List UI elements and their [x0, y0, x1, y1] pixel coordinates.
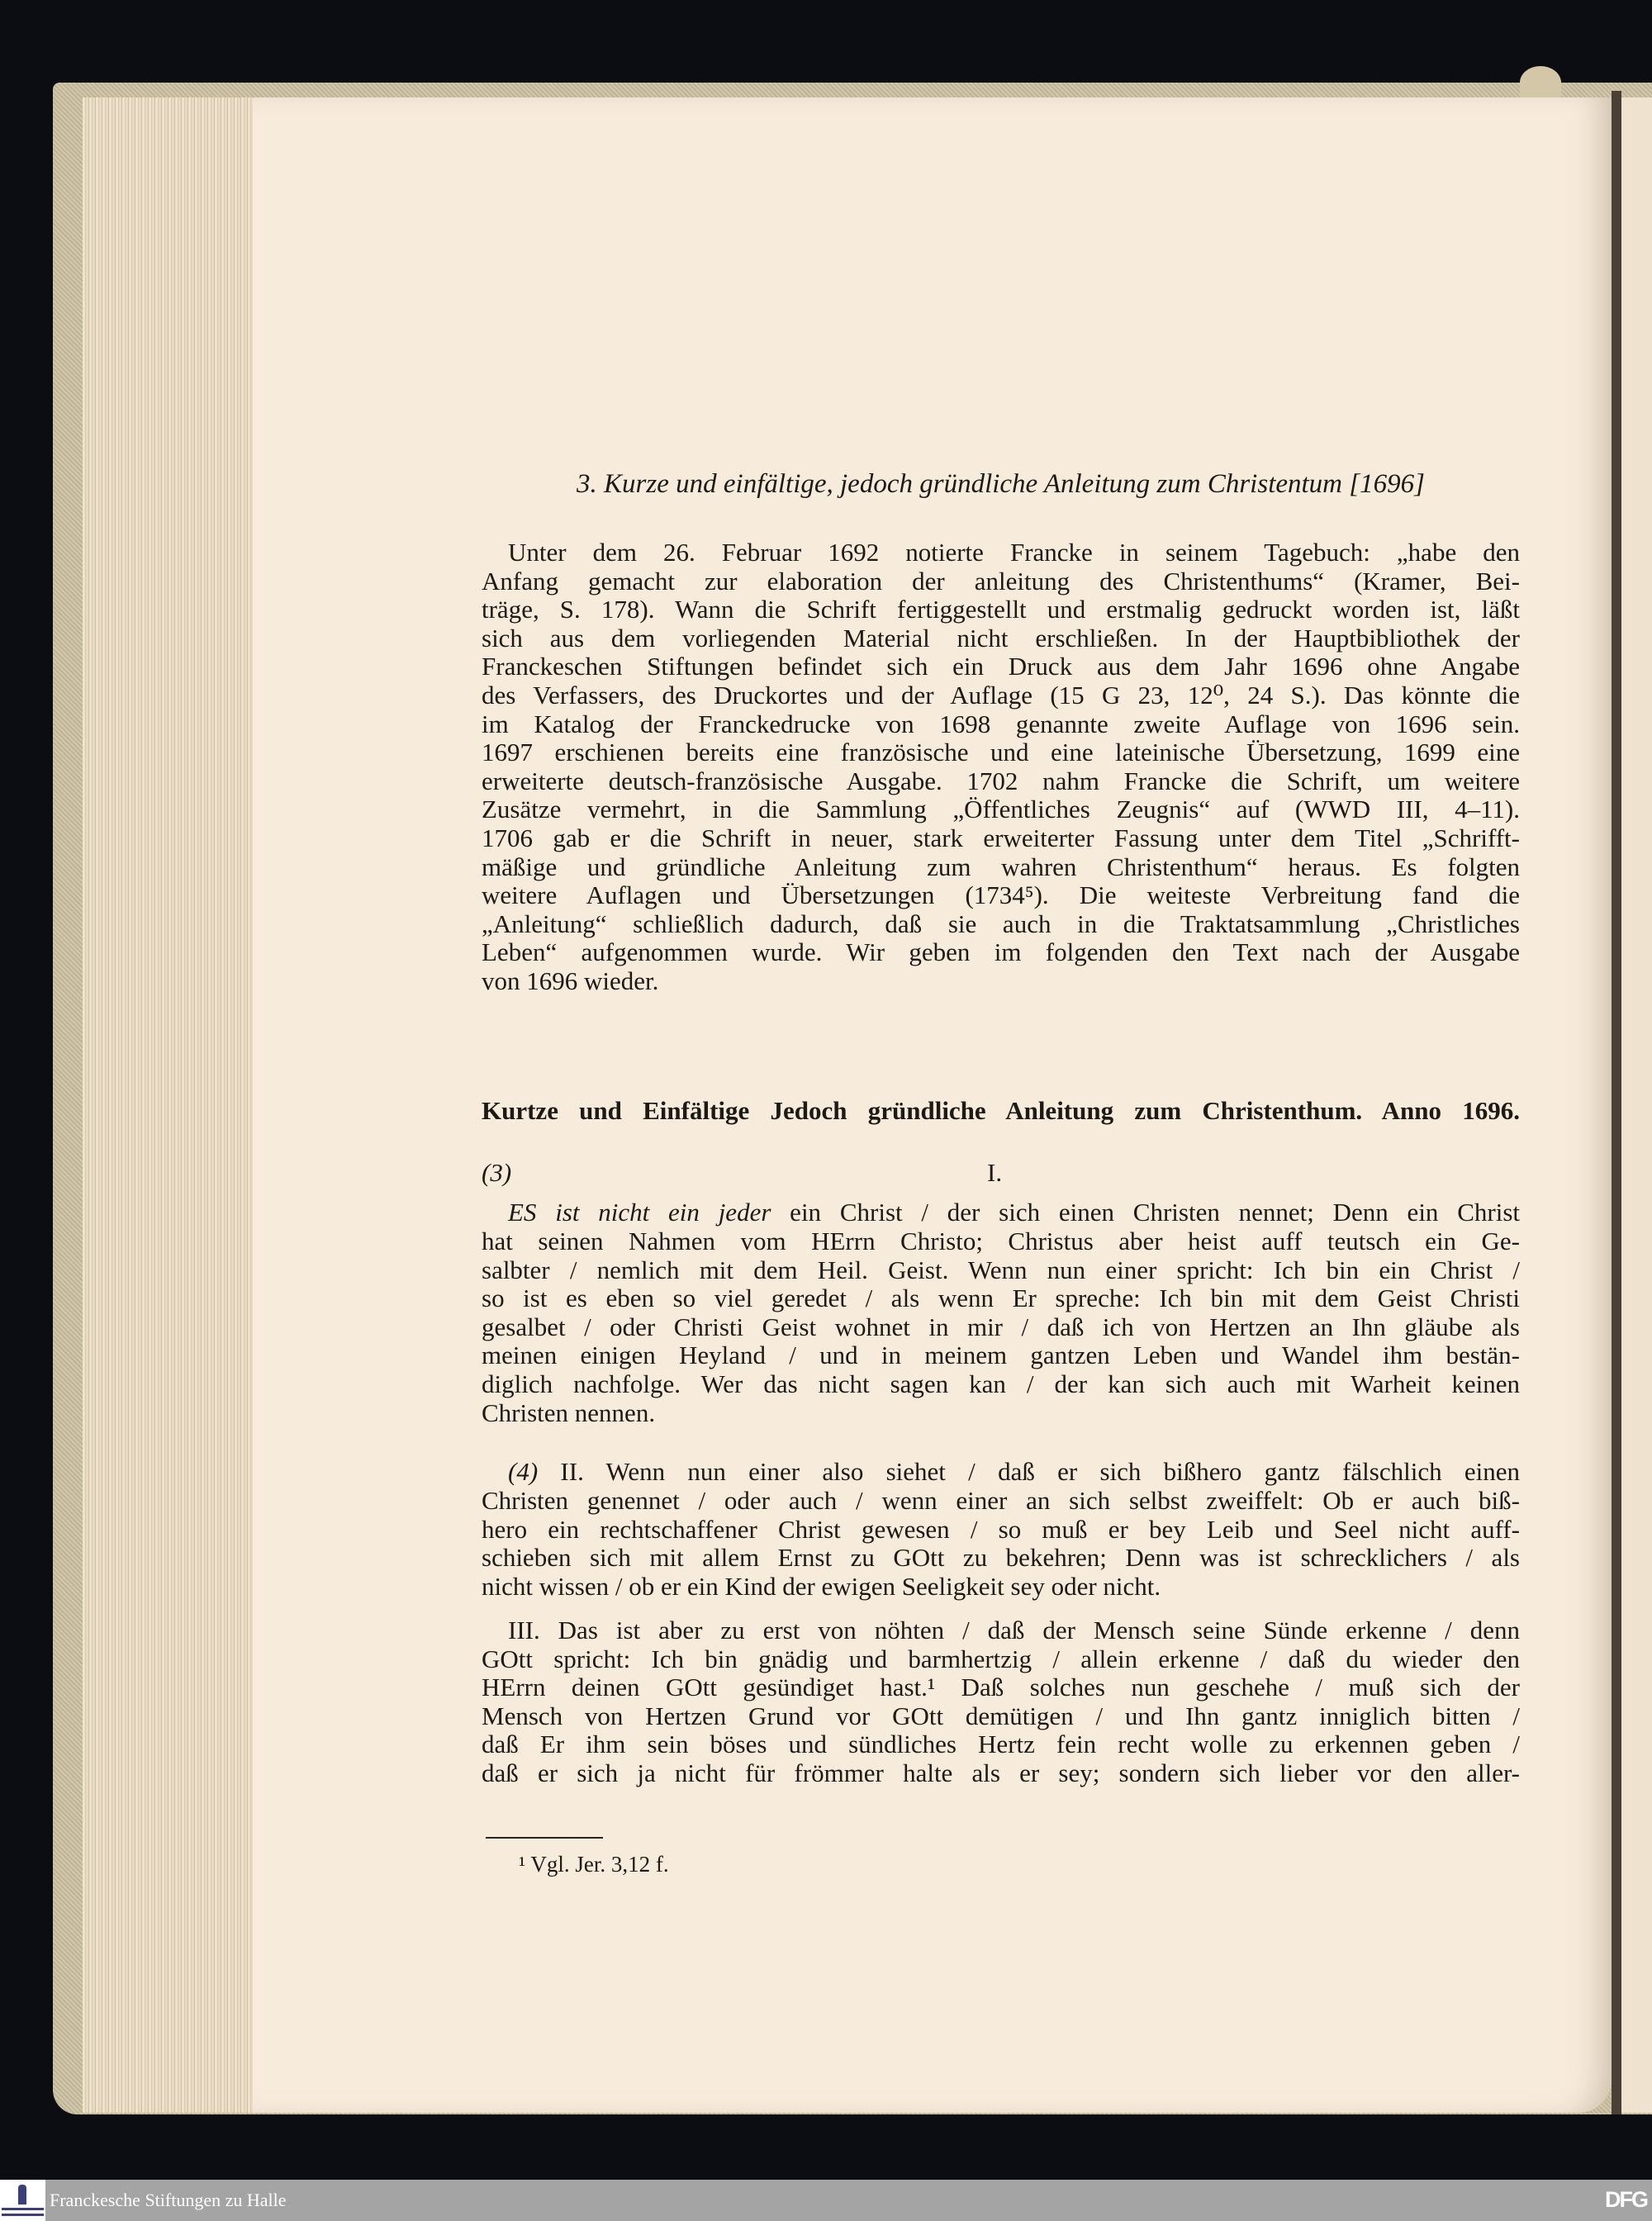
paragraph-line: von 1696 wieder. [482, 966, 659, 995]
book-gutter [1612, 91, 1621, 2114]
paragraph-line: so ist es eben so viel geredet / als wenn Er spreche: Ich bin mit dem Geist Christi [482, 1284, 1520, 1313]
paragraph-line: träge, S. 178). Wann die Schrift fertiggestellt und erstmalig gedruckt worden ist, läßt [482, 595, 1520, 624]
line-text: II. Wenn nun einer also siehet / daß er sich bißhero gantz fälschlich einen [538, 1457, 1520, 1486]
margin-page-number: (4) [508, 1457, 539, 1486]
paragraph-line: hero ein rechtschaffener Christ gewesen / so muß er bey Leib und Seel nicht auff- [482, 1514, 1520, 1544]
paragraph-line: 1706 gab er die Schrift in neuer, stark erweiterter Fassung unter dem Titel „Schrifft- [482, 823, 1520, 852]
paragraph-line: daß Er ihm sein böses und sündliches Hertz fein recht wolle zu erkennen geben / [482, 1730, 1520, 1759]
institution-logo [0, 2180, 45, 2221]
logo-text-mark [2, 2214, 44, 2216]
paragraph-line: erweiterte deutsch-französische Ausgabe. 1702 nahm Francke die Schrift, um weitere [482, 766, 1520, 795]
paragraph-line: 1697 erschienen bereits eine französische und eine lateinische Übersetzung, 1699 eine [482, 738, 1520, 767]
paragraph-line: Christen nennen. [482, 1398, 656, 1427]
paragraph-line: Leben“ aufgenommen wurde. Wir geben im folgenden den Text nach der Ausgabe [482, 937, 1520, 967]
paragraph-line: III. Das ist aber zu erst von nöhten / daß der Mensch seine Sünde erkenne / denn [508, 1616, 1520, 1644]
paragraph-line: gesalbet / oder Christi Geist wohnet in mir / daß ich von Hertzen an Ihn gläube als [482, 1312, 1520, 1341]
institution-name: Franckesche Stiftungen zu Halle [50, 2190, 287, 2210]
paragraph-line: HErrn deinen GOtt gesündiget hast.¹ Daß solches nun geschehe / muß sich der [482, 1673, 1520, 1702]
dfg-logo: DFG [1605, 2187, 1647, 2212]
page-edges [83, 97, 254, 2113]
paragraph-line: Zusätze vermehrt, in die Sammlung „Öffentliches Zeugnis“ auf (WWD III, 4–11). [482, 795, 1520, 824]
margin-page-number: (3) [482, 1158, 512, 1187]
paragraph-line: Mensch von Hertzen Grund vor GOtt demütigen / und Ihn gantz inniglich bitten / [482, 1701, 1520, 1730]
section-heading: 3. Kurze und einfältige, jedoch gründliche Anleitung zum Christentum [1696] [577, 469, 1425, 499]
paragraph-line: des Verfassers, des Druckortes und der Auflage (15 G 23, 12⁰, 24 S.). Das könnte die [482, 681, 1520, 709]
logo-figure-icon [18, 2185, 26, 2204]
document-title: Kurtze und Einfältige Jedoch gründliche Anleitung zum Christenthum. Anno 1696. [482, 1096, 1520, 1125]
paragraph-line: nicht wissen / ob er ein Kind der ewigen Seeligkeit sey oder nicht. [482, 1571, 1161, 1601]
bookmark-ribbon [1520, 66, 1561, 99]
paragraph-line: „Anleitung“ schließlich dadurch, daß sie auch in die Traktatsammlung „Christliches [482, 909, 1520, 938]
chapter-numeral: I. [987, 1158, 1003, 1187]
viewer-footer [0, 2180, 1652, 2221]
paragraph-line: salbter / nemlich mit dem Heil. Geist. Wenn nun einer spricht: Ich bin ein Christ / [482, 1255, 1520, 1284]
paragraph-line: daß er sich ja nicht für frömmer halte als er sey; sondern sich lieber vor den aller- [482, 1758, 1520, 1787]
paragraph-line: Franckeschen Stiftungen befindet sich ein Druck aus dem Jahr 1696 ohne Angabe [482, 652, 1520, 681]
emphasis-text: ES ist nicht ein jeder [508, 1198, 771, 1227]
paragraph-line: Unter dem 26. Februar 1692 notierte Francke in seinem Tagebuch: „habe den [508, 538, 1520, 567]
paragraph-line: weitere Auflagen und Übersetzungen (1734⁵). Die weiteste Verbreitung fand die [482, 880, 1520, 910]
paragraph-line: Christen genennet / oder auch / wenn einer an sich selbst zweiffelt: Ob er auch biß- [482, 1486, 1520, 1515]
paragraph-line: meinen einigen Heyland / und in meinem gantzen Leben und Wandel ihm bestän- [482, 1341, 1520, 1370]
paragraph-line: im Katalog der Franckedrucke von 1698 genannte zweite Auflage von 1696 sein. [482, 709, 1520, 738]
paragraph-line: mäßige und gründliche Anleitung zum wahren Christenthum“ heraus. Es folgten [482, 852, 1520, 881]
line-text: ein Christ / der sich einen Christen nennet; Denn ein Christ [771, 1198, 1521, 1227]
paragraph-line: diglich nachfolge. Wer das nicht sagen kan / der kan sich auch mit Warheit keinen [482, 1369, 1520, 1398]
logo-text-mark [2, 2208, 44, 2210]
paragraph-line [482, 1457, 1520, 1486]
footnote: ¹ Vgl. Jer. 3,12 f. [519, 1852, 669, 1877]
paragraph-line: Anfang gemacht zur elaboration der anleitung des Christenthums“ (Kramer, Bei- [482, 566, 1520, 596]
paragraph-line: schieben sich mit allem Ernst zu GOtt zu bekehren; Denn was ist schrecklichers / als [482, 1543, 1520, 1573]
paragraph-line: GOtt spricht: Ich bin gnädig und barmhertzig / allein erkenne / daß du wieder den [482, 1644, 1520, 1673]
footnote-rule [486, 1837, 603, 1839]
paragraph-line: sich aus dem vorliegenden Material nicht erschließen. In der Hauptbibliothek der [482, 623, 1520, 653]
facing-page-edge [1621, 97, 1652, 2113]
paragraph-line [482, 1198, 1520, 1227]
paragraph-line: hat seinen Nahmen vom HErrn Christo; Christus aber heist auff teutsch ein Ge- [482, 1227, 1520, 1255]
